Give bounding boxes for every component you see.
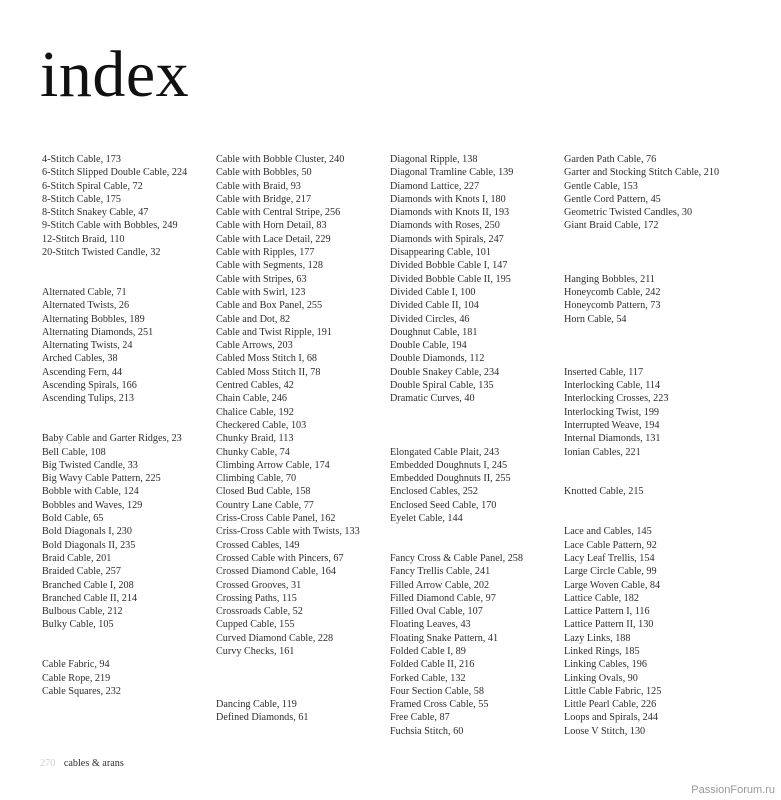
index-entry: Alternated Cable, 71 bbox=[42, 286, 127, 298]
index-entry: Large Circle Cable, 99 bbox=[564, 566, 657, 578]
index-entry: Internal Diamonds, 131 bbox=[564, 433, 661, 445]
index-entry: Cable with Swirl, 123 bbox=[216, 286, 306, 298]
entry-spacer bbox=[564, 233, 739, 246]
index-entry: Divided Cable II, 104 bbox=[390, 300, 479, 312]
entry-spacer bbox=[42, 406, 217, 419]
index-entry: Inserted Cable, 117 bbox=[564, 366, 644, 378]
index-entry: Climbing Arrow Cable, 174 bbox=[216, 459, 330, 471]
index-entry: Bold Diagonals I, 230 bbox=[42, 526, 132, 538]
index-entry: Interlocking Cable, 114 bbox=[564, 380, 661, 392]
entry-spacer bbox=[216, 672, 391, 685]
index-entry: 8-Stitch Cable, 175 bbox=[42, 193, 121, 205]
index-entry: Garter and Stocking Stitch Cable, 210 bbox=[564, 167, 720, 179]
index-entry: Garden Path Cable, 76 bbox=[564, 154, 657, 165]
index-entry: Cabled Moss Stitch I, 68 bbox=[216, 353, 318, 365]
index-entry: Criss-Cross Cable Panel, 162 bbox=[216, 513, 336, 525]
index-entry: Branched Cable I, 208 bbox=[42, 579, 134, 591]
index-entry: 4-Stitch Cable, 173 bbox=[42, 154, 121, 165]
index-entry: Diagonal Tramline Cable, 139 bbox=[390, 167, 514, 179]
index-entry: Climbing Cable, 70 bbox=[216, 473, 297, 485]
index-entry: Little Cable Fabric, 125 bbox=[564, 685, 662, 697]
index-column-2 bbox=[216, 153, 391, 725]
index-entry: Four Section Cable, 58 bbox=[390, 685, 484, 697]
index-entry: Diamond Lattice, 227 bbox=[390, 180, 480, 192]
index-entry: Bobbles and Waves, 129 bbox=[42, 499, 143, 511]
index-entry: Cable with Bobble Cluster, 240 bbox=[216, 154, 345, 165]
index-entry: Checkered Cable, 103 bbox=[216, 419, 307, 431]
index-entry: Floating Leaves, 43 bbox=[390, 619, 471, 631]
watermark: PassionForum.ru bbox=[691, 784, 775, 796]
index-entry: Cable and Dot, 82 bbox=[216, 313, 291, 325]
index-entry: 8-Stitch Snakey Cable, 47 bbox=[42, 207, 149, 219]
index-entry: Bold Diagonals II, 235 bbox=[42, 539, 136, 551]
index-entry: Fancy Trellis Cable, 241 bbox=[390, 566, 491, 578]
index-entry: Eyelet Cable, 144 bbox=[390, 513, 463, 525]
index-entry: Curvy Checks, 161 bbox=[216, 645, 295, 657]
index-entry: Disappearing Cable, 101 bbox=[390, 247, 491, 259]
index-entry: Geometric Twisted Candles, 30 bbox=[564, 207, 693, 219]
index-entry: Criss-Cross Cable with Twists, 133 bbox=[216, 526, 360, 538]
index-entry: Diagonal Ripple, 138 bbox=[390, 154, 478, 165]
index-entry: Elongated Cable Plait, 243 bbox=[390, 446, 500, 458]
index-entry: Doughnut Cable, 181 bbox=[390, 326, 478, 338]
index-entry: Horn Cable, 54 bbox=[564, 313, 627, 325]
index-entry: Gentle Cord Pattern, 45 bbox=[564, 193, 661, 205]
entry-spacer bbox=[564, 352, 739, 365]
section-name: cables & arans bbox=[63, 758, 124, 769]
entry-spacer bbox=[42, 645, 217, 658]
index-entry: Framed Cross Cable, 55 bbox=[390, 699, 489, 711]
entry-spacer bbox=[564, 499, 739, 512]
entry-spacer bbox=[564, 339, 739, 352]
index-entry: Lattice Pattern II, 130 bbox=[564, 619, 654, 631]
index-entry: Folded Cable II, 216 bbox=[390, 659, 475, 671]
index-entry: Filled Oval Cable, 107 bbox=[390, 606, 483, 618]
entry-spacer bbox=[390, 539, 565, 552]
entry-spacer bbox=[390, 406, 565, 419]
index-entry: Interlocking Twist, 199 bbox=[564, 406, 660, 418]
index-entry: Diamonds with Roses, 250 bbox=[390, 220, 500, 232]
index-entry: Cable Arrows, 203 bbox=[216, 340, 293, 352]
index-entry: Crossed Cable with Pincers, 67 bbox=[216, 552, 344, 564]
index-entry: Double Diamonds, 112 bbox=[390, 353, 485, 365]
index-entry: Curved Diamond Cable, 228 bbox=[216, 632, 334, 644]
index-entry: Chunky Cable, 74 bbox=[216, 446, 290, 458]
entry-spacer bbox=[42, 259, 217, 272]
index-entry: Free Cable, 87 bbox=[390, 712, 450, 724]
index-entry: Honeycomb Pattern, 73 bbox=[564, 300, 661, 312]
index-entry: Cable with Central Stripe, 256 bbox=[216, 207, 341, 219]
entry-spacer bbox=[564, 512, 739, 525]
index-entry: Loops and Spirals, 244 bbox=[564, 712, 658, 724]
index-entry: Alternating Twists, 24 bbox=[42, 340, 133, 352]
index-entry: Baby Cable and Garter Ridges, 23 bbox=[42, 433, 182, 445]
index-entry: Linked Rings, 185 bbox=[564, 645, 640, 657]
index-entry: Big Twisted Candle, 33 bbox=[42, 459, 138, 471]
index-entry: Bell Cable, 108 bbox=[42, 446, 106, 458]
index-entry: Crossed Diamond Cable, 164 bbox=[216, 566, 336, 578]
index-entry: Cable and Twist Ripple, 191 bbox=[216, 326, 332, 338]
index-entry: Interrupted Weave, 194 bbox=[564, 419, 660, 431]
entry-spacer bbox=[216, 685, 391, 698]
index-column-4 bbox=[564, 153, 739, 738]
index-entry: Divided Circles, 46 bbox=[390, 313, 470, 325]
index-entry: Ascending Spirals, 166 bbox=[42, 380, 137, 392]
index-entry: Cabled Moss Stitch II, 78 bbox=[216, 366, 321, 378]
index-entry: Cable Fabric, 94 bbox=[42, 659, 110, 671]
entry-spacer bbox=[42, 419, 217, 432]
index-entry: Knotted Cable, 215 bbox=[564, 486, 644, 498]
index-entry: Ionian Cables, 221 bbox=[564, 446, 641, 458]
index-entry: Linking Ovals, 90 bbox=[564, 672, 638, 684]
index-entry: Large Woven Cable, 84 bbox=[564, 579, 661, 591]
index-column-3 bbox=[390, 153, 565, 738]
index-entry: Arched Cables, 38 bbox=[42, 353, 118, 365]
index-entry: Giant Braid Cable, 172 bbox=[564, 220, 659, 232]
index-entry: Double Cable, 194 bbox=[390, 340, 467, 352]
index-entry: Alternating Diamonds, 251 bbox=[42, 326, 154, 338]
index-entry: Embedded Doughnuts II, 255 bbox=[390, 473, 511, 485]
index-entry: Gentle Cable, 153 bbox=[564, 180, 638, 192]
index-entry: Embedded Doughnuts I, 245 bbox=[390, 459, 508, 471]
index-entry: Cable with Braid, 93 bbox=[216, 180, 301, 192]
index-entry: Filled Diamond Cable, 97 bbox=[390, 592, 496, 604]
index-entry: 6-Stitch Spiral Cable, 72 bbox=[42, 180, 143, 192]
index-entry: Ascending Fern, 44 bbox=[42, 366, 123, 378]
index-entry: Diamonds with Knots I, 180 bbox=[390, 193, 506, 205]
index-entry: Cable and Box Panel, 255 bbox=[216, 300, 323, 312]
index-entry: Lace and Cables, 145 bbox=[564, 526, 652, 538]
index-entry: Lattice Cable, 182 bbox=[564, 592, 639, 604]
index-entry: 20-Stitch Twisted Candle, 32 bbox=[42, 247, 161, 259]
index-entry: Country Lane Cable, 77 bbox=[216, 499, 314, 511]
index-entry: Fuchsia Stitch, 60 bbox=[390, 725, 464, 737]
index-entry: Crossed Cables, 149 bbox=[216, 539, 300, 551]
index-entry: Closed Bud Cable, 158 bbox=[216, 486, 311, 498]
index-entry: Cable with Ripples, 177 bbox=[216, 247, 315, 259]
index-entry: Folded Cable I, 89 bbox=[390, 645, 466, 657]
index-entry: Lace Cable Pattern, 92 bbox=[564, 539, 657, 551]
index-entry: 9-Stitch Cable with Bobbles, 249 bbox=[42, 220, 178, 232]
entry-spacer bbox=[564, 472, 739, 485]
index-entry: Bold Cable, 65 bbox=[42, 513, 104, 525]
index-column-1 bbox=[42, 153, 217, 698]
index-entry: Forked Cable, 132 bbox=[390, 672, 466, 684]
index-entry: Enclosed Seed Cable, 170 bbox=[390, 499, 497, 511]
index-entry: Fancy Cross & Cable Panel, 258 bbox=[390, 552, 523, 564]
index-entry: Cable with Stripes, 63 bbox=[216, 273, 307, 285]
index-entry: Cable with Segments, 128 bbox=[216, 260, 323, 272]
index-entry: Braid Cable, 201 bbox=[42, 552, 112, 564]
index-entry: Dancing Cable, 119 bbox=[216, 699, 297, 711]
entry-spacer bbox=[564, 459, 739, 472]
index-entry: Cable Squares, 232 bbox=[42, 685, 121, 697]
page-number: 270 bbox=[40, 758, 56, 769]
index-entry: Enclosed Cables, 252 bbox=[390, 486, 478, 498]
index-entry: Divided Cable I, 100 bbox=[390, 286, 476, 298]
index-entry: Crossing Paths, 115 bbox=[216, 592, 297, 604]
index-entry: Defined Diamonds, 61 bbox=[216, 712, 309, 724]
index-entry: Alternating Bobbles, 189 bbox=[42, 313, 145, 325]
index-entry: Divided Bobble Cable I, 147 bbox=[390, 260, 508, 272]
entry-spacer bbox=[564, 326, 739, 339]
index-entry: Linking Cables, 196 bbox=[564, 659, 647, 671]
index-entry: Cable with Lace Detail, 229 bbox=[216, 233, 331, 245]
index-entry: Floating Snake Pattern, 41 bbox=[390, 632, 499, 644]
entry-spacer bbox=[42, 632, 217, 645]
index-entry: Loose V Stitch, 130 bbox=[564, 725, 646, 737]
index-entry: Cable with Horn Detail, 83 bbox=[216, 220, 327, 232]
index-entry: Braided Cable, 257 bbox=[42, 566, 121, 578]
index-entry: Cupped Cable, 155 bbox=[216, 619, 295, 631]
index-entry: Cable with Bridge, 217 bbox=[216, 193, 312, 205]
entry-spacer bbox=[390, 432, 565, 445]
entry-spacer bbox=[216, 658, 391, 671]
index-entry: 6-Stitch Slipped Double Cable, 224 bbox=[42, 167, 188, 179]
page-title: index bbox=[40, 38, 190, 111]
index-entry: Bobble with Cable, 124 bbox=[42, 486, 139, 498]
entry-spacer bbox=[390, 525, 565, 538]
index-entry: Filled Arrow Cable, 202 bbox=[390, 579, 490, 591]
index-entry: Chalice Cable, 192 bbox=[216, 406, 294, 418]
index-entry: Diamonds with Knots II, 193 bbox=[390, 207, 510, 219]
index-entry: Cable Rope, 219 bbox=[42, 672, 111, 684]
index-entry: Dramatic Curves, 40 bbox=[390, 393, 475, 405]
index-entry: Chain Cable, 246 bbox=[216, 393, 288, 405]
index-entry: Little Pearl Cable, 226 bbox=[564, 699, 657, 711]
entry-spacer bbox=[564, 246, 739, 259]
index-entry: Branched Cable II, 214 bbox=[42, 592, 138, 604]
index-entry: Double Snakey Cable, 234 bbox=[390, 366, 500, 378]
index-entry: Lazy Links, 188 bbox=[564, 632, 631, 644]
index-entry: Chunky Braid, 113 bbox=[216, 433, 294, 445]
index-entry: Big Wavy Cable Pattern, 225 bbox=[42, 473, 161, 485]
entry-spacer bbox=[564, 259, 739, 272]
index-entry: Hanging Bobbles, 211 bbox=[564, 273, 656, 285]
index-entry: Centred Cables, 42 bbox=[216, 380, 294, 392]
index-entry: Honeycomb Cable, 242 bbox=[564, 286, 661, 298]
entry-spacer bbox=[390, 419, 565, 432]
index-entry: Lattice Pattern I, 116 bbox=[564, 606, 650, 618]
index-entry: Alternated Twists, 26 bbox=[42, 300, 130, 312]
entry-spacer bbox=[42, 273, 217, 286]
page-footer bbox=[40, 758, 124, 769]
index-entry: Bulky Cable, 105 bbox=[42, 619, 114, 631]
index-entry: Double Spiral Cable, 135 bbox=[390, 380, 494, 392]
index-entry: Crossroads Cable, 52 bbox=[216, 606, 303, 618]
index-entry: Cable with Bobbles, 50 bbox=[216, 167, 312, 179]
index-entry: Crossed Grooves, 31 bbox=[216, 579, 302, 591]
index-entry: Lacy Leaf Trellis, 154 bbox=[564, 552, 655, 564]
index-entry: 12-Stitch Braid, 110 bbox=[42, 233, 125, 245]
index-entry: Diamonds with Spirals, 247 bbox=[390, 233, 504, 245]
index-entry: Bulbous Cable, 212 bbox=[42, 606, 123, 618]
index-entry: Interlocking Crosses, 223 bbox=[564, 393, 669, 405]
index-entry: Ascending Tulips, 213 bbox=[42, 393, 134, 405]
index-entry: Divided Bobble Cable II, 195 bbox=[390, 273, 511, 285]
